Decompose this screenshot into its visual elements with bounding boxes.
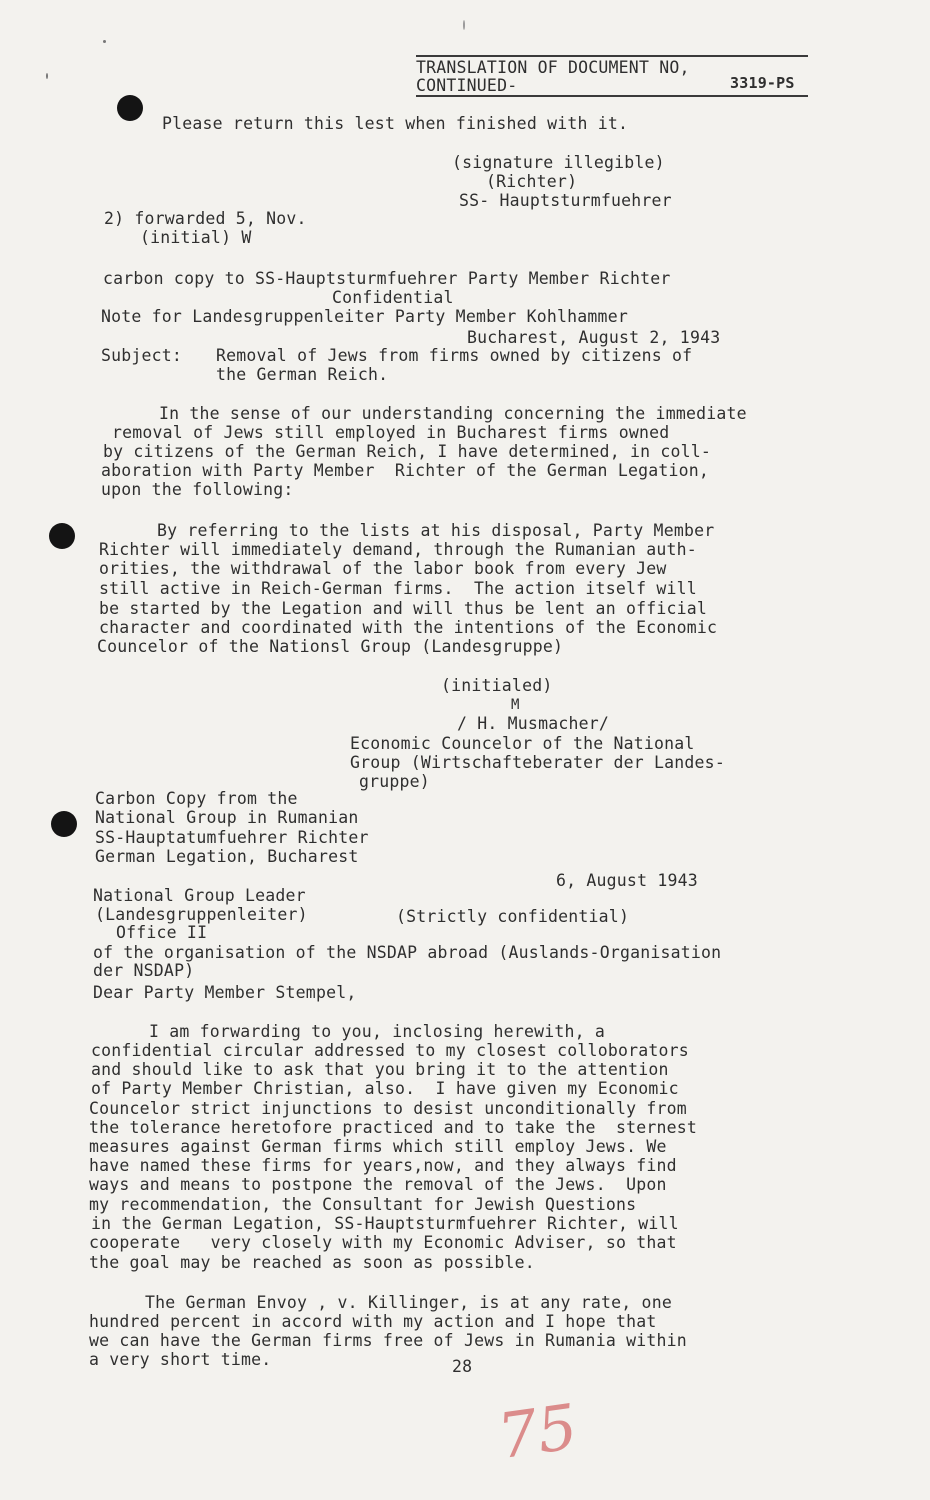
header-line1: TRANSLATION OF DOCUMENT NO, [416, 58, 690, 77]
signature-illegible: (signature illegible) [452, 153, 665, 172]
address-line: SS-Hauptatumfuehrer Richter [95, 828, 369, 847]
paragraph-line: the tolerance heretofore practiced and to take the sternest [89, 1118, 698, 1137]
signatory-title: gruppe) [359, 772, 430, 791]
salutation: Dear Party Member Stempel, [93, 983, 357, 1002]
place-date: Bucharest, August 2, 1943 [467, 328, 721, 347]
punch-hole [117, 95, 143, 121]
punch-hole [49, 523, 75, 549]
paragraph-line: still active in Reich-German firms. The action itself will [99, 579, 697, 598]
address-line: National Group in Rumanian [95, 808, 359, 827]
paragraph-line: Councelor of the Nationsl Group (Landesgruppe) [97, 637, 564, 656]
paragraph-line: orities, the withdrawal of the labor book from every Jew [99, 559, 667, 578]
paragraph-line: cooperate very closely with my Economic Adviser, so that [89, 1233, 677, 1252]
address-line: German Legation, Bucharest [95, 847, 359, 866]
paper-speck [463, 20, 465, 30]
paragraph-line: be started by the Legation and will thus be lent an official [99, 599, 708, 618]
document-number: 3319-PS [730, 74, 795, 92]
page-number: 28 [452, 1357, 473, 1376]
paragraph-line: Councelor strict injunctions to desist unconditionally from [89, 1099, 687, 1118]
header-bottom-rule [416, 95, 808, 97]
forwarded-initial: (initial) W [140, 228, 252, 247]
paragraph-line: I am forwarding to you, inclosing herewith, a [149, 1022, 606, 1041]
paragraph-line: removal of Jews still employed in Bucharest firms owned [112, 423, 670, 442]
carbon-copy-line: carbon copy to SS-Hauptsturmfuehrer Party Member Richter [103, 269, 671, 288]
paragraph-line: aboration with Party Member Richter of the German Legation, [101, 461, 710, 480]
paragraph-line: have named these firms for years,now, and they always find [89, 1156, 677, 1175]
paragraph-line: confidential circular addressed to my closest colloborators [91, 1041, 689, 1060]
pencil-page-mark: 75 [493, 1389, 582, 1474]
punch-hole [51, 811, 77, 837]
letter-date: 6, August 1943 [556, 871, 698, 890]
paragraph-line: in the German Legation, SS-Hauptsturmfuehrer Richter, will [91, 1214, 679, 1233]
organisation-line: der NSDAP) [93, 961, 195, 980]
initialed-label: (initialed) [441, 676, 553, 695]
paragraph-line: a very short time. [89, 1350, 272, 1369]
paragraph-line: of Party Member Christian, also. I have given my Economic [91, 1079, 679, 1098]
subject-line2: the German Reich. [216, 365, 389, 384]
signatory-title: Economic Councelor of the National [350, 734, 695, 753]
paper-speck [46, 73, 48, 79]
confidential-label: Confidential [332, 288, 454, 307]
sender-title: National Group Leader [93, 886, 306, 905]
paragraph-line: ways and means to postpone the removal of the Jews. Upon [89, 1175, 667, 1194]
organisation-line: of the organisation of the NSDAP abroad (Auslands-Organisation [93, 943, 722, 962]
paragraph-line: Richter will immediately demand, through the Rumanian auth- [99, 540, 697, 559]
subject-line1: Removal of Jews from firms owned by citizens of [216, 346, 693, 365]
paper-speck [103, 40, 106, 43]
subject-label: Subject: [101, 346, 183, 365]
header-top-rule [416, 55, 808, 57]
signature-rank: SS- Hauptsturmfuehrer [459, 191, 672, 210]
initial-mark: M [511, 697, 520, 713]
office-line: Office II [116, 923, 208, 942]
address-line: Carbon Copy from the [95, 789, 298, 808]
sender-title-german: (Landesgruppenleiter) [95, 905, 308, 924]
paragraph-line: by citizens of the German Reich, I have determined, in coll- [103, 442, 712, 461]
paragraph-line: The German Envoy , v. Killinger, is at any rate, one [145, 1293, 672, 1312]
paragraph-line: hundred percent in accord with my action and I hope that [89, 1312, 657, 1331]
note-for-line: Note for Landesgruppenleiter Party Member Kohlhammer [101, 307, 628, 326]
paragraph-line: we can have the German firms free of Jews in Rumania within [89, 1331, 687, 1350]
forwarded-line: 2) forwarded 5, Nov. [104, 209, 307, 228]
header-line2: CONTINUED- [416, 76, 518, 95]
paragraph-line: character and coordinated with the intentions of the Economic [99, 618, 718, 637]
paragraph-line: my recommendation, the Consultant for Jewish Questions [89, 1195, 637, 1214]
paragraph-line: upon the following: [101, 480, 294, 499]
return-note: Please return this lest when finished with it. [162, 114, 629, 133]
paragraph-line: By referring to the lists at his disposal, Party Member [157, 521, 715, 540]
paragraph-line: In the sense of our understanding concerning the immediate [159, 404, 747, 423]
strictly-confidential: (Strictly confidential) [396, 907, 630, 926]
signatory-name: / H. Musmacher/ [457, 714, 610, 733]
signature-name: (Richter) [486, 172, 578, 191]
signatory-title: Group (Wirtschafteberater der Landes- [350, 753, 725, 772]
paragraph-line: and should like to ask that you bring it to the attention [91, 1060, 669, 1079]
paragraph-line: measures against German firms which still employ Jews. We [89, 1137, 667, 1156]
paragraph-line: the goal may be reached as soon as possible. [89, 1253, 535, 1272]
